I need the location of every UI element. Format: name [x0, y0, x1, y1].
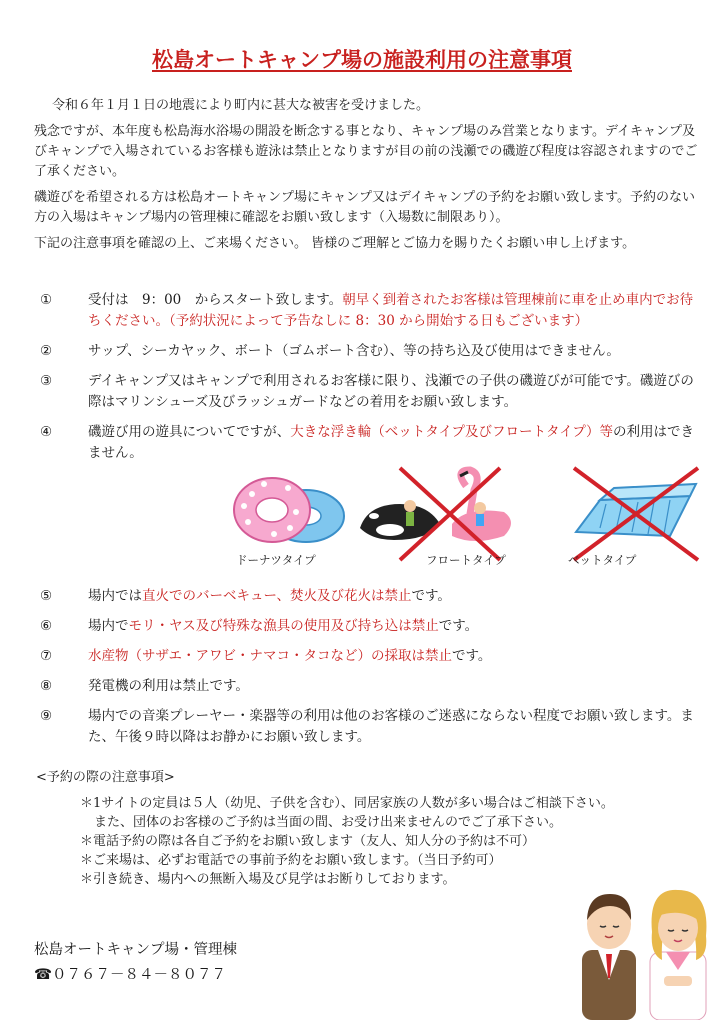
rule-number: ① — [40, 292, 53, 308]
donut-type-label: ドーナツタイプ — [236, 553, 316, 567]
rule-number: ⑤ — [40, 588, 53, 604]
rule-warning: 直火でのバーベキュー、焚火及び花火は禁止 — [142, 588, 412, 604]
reservation-note: ＊電話予約の際は各自ご予約をお願い致します（友人、知人分の予約は不可） — [80, 834, 536, 849]
contact-info — [34, 938, 237, 988]
rule-item-2 — [40, 341, 700, 362]
reservation-note: ＊引き続き、場内への無断入場及び見学はお断りしております。 — [80, 872, 456, 887]
rule-text: 場内で — [88, 618, 129, 634]
reservation-note: また、団体のお客様のご予約は当面の間、お受け出来ませんのでご了承下さい。 — [94, 815, 563, 830]
rule-item-7 — [40, 646, 700, 667]
rule-warning: 朝早く到着されたお客様は管理棟前に車を止め車内でお待ちください。（予約状況によって予告なしに 8：30 から開始する日もございます） — [88, 292, 694, 329]
reservation-note: ＊ご来場は、必ずお電話での事前予約をお願い致します。（当日予約可） — [80, 853, 502, 868]
intro-paragraph: 磯遊びを希望される方は松島オートキャンプ場にキャンプ又はデイキャンプの予約をお願い致します。予約のない方の入場はキャンプ場内の管理棟に確認をお願い致します（入場数に制限あり）。 — [34, 190, 696, 225]
reservation-notes — [80, 794, 720, 889]
phone-number: ☎０７６７－８４－８０７７ — [34, 967, 227, 983]
rule-text-tail: の利用はできません。 — [88, 424, 695, 461]
rule-text: デイキャンプ又はキャンプで利用されるお客様に限り、浅瀬での子供の磯遊びが可能です。磯遊びの際はマリンシューズ及びラッシュガードなどの着用をお願い致します。 — [88, 373, 694, 410]
rule-item-8 — [40, 676, 700, 697]
bowing-staff-illustration — [568, 880, 718, 1020]
rules-list — [40, 290, 700, 757]
intro-paragraph: 残念ですが、本年度も松島海水浴場の開設を断念する事となり、キャンプ場のみ営業となります。デイキャンプ及びキャンプで入場されているお客様も遊泳は禁止となりますが目の前の浅瀬での磯遊び程度は容認されますのでご了承ください。 — [34, 124, 698, 179]
intro-section — [34, 96, 698, 260]
rule-item-6 — [40, 616, 700, 637]
rule-text-tail: です。 — [411, 588, 451, 604]
organization-name: 松島オートキャンプ場・管理棟 — [34, 942, 237, 958]
rule-number: ② — [40, 343, 53, 359]
intro-paragraph: 下記の注意事項を確認の上、ご来場ください。 皆様のご理解とご協力を賜りたくお願い申し上げます。 — [34, 236, 636, 251]
rule-number: ③ — [40, 373, 53, 389]
animal-float-picture — [354, 466, 524, 562]
rule-number: ④ — [40, 424, 53, 440]
rule-number: ⑦ — [40, 648, 53, 664]
rule-text-tail: です。 — [438, 618, 479, 634]
rule-text: 磯遊び用の遊具についてですが、 — [88, 424, 291, 440]
rule-text: 場内での音楽プレーヤー・楽器等の利用は他のお客様のご迷惑にならない程度でお願い致します。また、午後９時以降はお静かにお願い致します。 — [88, 708, 694, 745]
rule-text-tail: です。 — [451, 648, 492, 664]
rule-item-3 — [40, 371, 700, 413]
rule-text: サップ、シーカヤック、ボート（ゴムボート含む）、等の持ち込及び使用はできません。 — [88, 343, 620, 359]
rule-item-1 — [40, 290, 700, 332]
rule-item-9 — [40, 706, 700, 748]
page-title: 松島オートキャンプ場の施設利用の注意事項 — [152, 47, 572, 72]
rule-item-5 — [40, 586, 700, 607]
rule-number: ⑨ — [40, 708, 53, 724]
rule-text: 発電機の利用は禁止です。 — [88, 678, 249, 694]
float-type-label: フロートタイプ — [426, 553, 506, 567]
rule-item-4 — [40, 422, 700, 464]
reservation-notes-heading: <予約の際の注意事項> — [36, 770, 175, 785]
rule-number: ⑧ — [40, 678, 53, 694]
donut-float-picture — [230, 466, 348, 552]
bed-float-picture — [560, 466, 708, 562]
rule-warning: 水産物（サザエ・アワビ・ナマコ・タコなど）の採取は禁止 — [88, 648, 452, 664]
intro-paragraph: 令和６年１月１日の地震により町内に甚大な被害を受けました。 — [52, 98, 430, 113]
bed-type-label: ベットタイプ — [568, 553, 637, 567]
rule-text: 受付は 9：00 からスタート致します。 — [88, 292, 343, 308]
reservation-note: ＊1サイトの定員は５人（幼児、子供を含む）、同居家族の人数が多い場合はご相談下さい。 — [80, 796, 614, 811]
rule-warning: 大きな浮き輪（ベットタイプ及びフロートタイプ）等 — [290, 424, 614, 440]
rule-number: ⑥ — [40, 618, 53, 634]
rule-text: 場内では — [88, 588, 142, 604]
rule-warning: モリ・ヤス及び特殊な漁具の使用及び持ち込は禁止 — [128, 618, 439, 634]
float-type-illustrations — [230, 466, 710, 570]
